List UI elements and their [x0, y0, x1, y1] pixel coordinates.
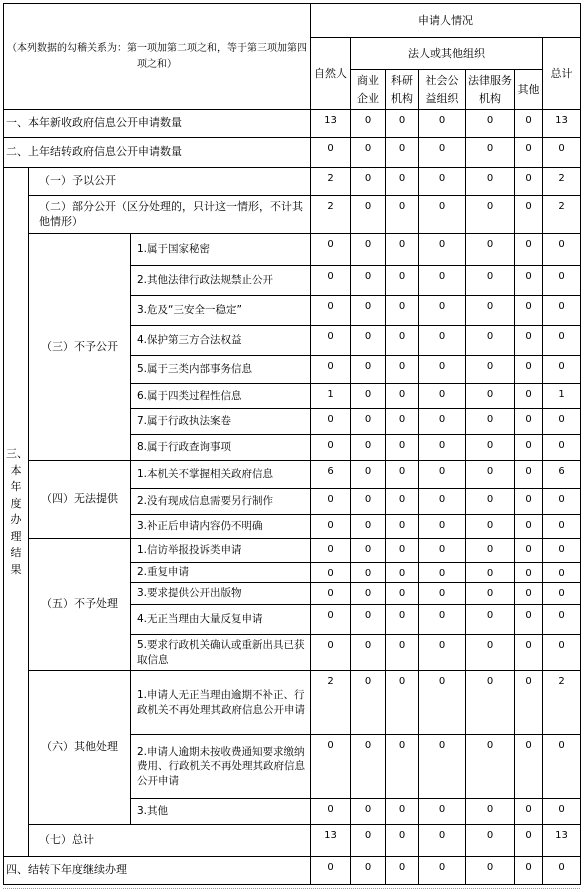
value-cell: 0 — [466, 735, 515, 799]
value-cell: 0 — [419, 799, 466, 825]
value-cell: 13 — [311, 110, 351, 138]
value-cell: 0 — [466, 635, 515, 671]
value-cell: 2 — [543, 168, 581, 196]
value-cell: 0 — [386, 409, 419, 435]
value-cell: 0 — [543, 563, 581, 583]
value-cell: 0 — [543, 138, 581, 168]
value-cell: 0 — [543, 326, 581, 356]
value-cell: 0 — [386, 296, 419, 326]
value-cell: 0 — [466, 326, 515, 356]
row-sublabel: 5.属于三类内部事务信息 — [131, 356, 311, 384]
info-disclosure-table — [3, 3, 581, 885]
value-cell: 0 — [515, 326, 543, 356]
value-cell: 2 — [311, 671, 351, 735]
row-label: （一）予以公开 — [29, 168, 311, 196]
value-cell: 0 — [419, 384, 466, 409]
value-cell: 0 — [386, 435, 419, 461]
value-cell: 0 — [351, 266, 386, 296]
value-cell: 0 — [351, 356, 386, 384]
value-cell: 0 — [466, 138, 515, 168]
value-cell: 2 — [543, 196, 581, 234]
row-sublabel: 2.没有现成信息需要另行制作 — [131, 489, 311, 515]
other-header: 其他 — [515, 70, 543, 110]
value-cell: 0 — [543, 583, 581, 605]
value-cell: 0 — [515, 515, 543, 539]
row-sublabel: 1.本机关不掌握相关政府信息 — [131, 461, 311, 489]
value-cell: 0 — [419, 489, 466, 515]
value-cell: 0 — [419, 825, 466, 857]
value-cell: 0 — [419, 461, 466, 489]
applicant-header: 申请人情况 — [311, 4, 581, 38]
value-cell: 0 — [351, 384, 386, 409]
value-cell: 0 — [515, 539, 543, 563]
value-cell: 0 — [386, 196, 419, 234]
value-cell: 0 — [311, 409, 351, 435]
research-header: 科研机构 — [386, 70, 419, 110]
value-cell: 0 — [351, 735, 386, 799]
row-sublabel: 2.其他法律行政法规禁止公开 — [131, 266, 311, 296]
value-cell: 0 — [466, 196, 515, 234]
value-cell: 0 — [543, 635, 581, 671]
value-cell: 0 — [515, 825, 543, 857]
value-cell: 0 — [515, 489, 543, 515]
row-label: （二）部分公开（区分处理的，只计这一情形，不计其他情形） — [29, 196, 311, 234]
row-sublabel: 3.补正后申请内容仍不明确 — [131, 515, 311, 539]
value-cell: 0 — [515, 563, 543, 583]
value-cell: 0 — [351, 409, 386, 435]
value-cell: 0 — [386, 356, 419, 384]
value-cell: 0 — [515, 635, 543, 671]
value-cell: 0 — [386, 605, 419, 635]
table-note: （本列数据的勾稽关系为：第一项加第二项之和，等于第三项加第四项之和） — [4, 4, 311, 110]
value-cell: 0 — [543, 234, 581, 266]
value-cell: 0 — [515, 605, 543, 635]
value-cell: 0 — [466, 857, 515, 885]
value-cell: 0 — [351, 635, 386, 671]
row-sublabel: 1.申请人无正当理由逾期不补正、行政机关不再处理其政府信息公开申请 — [131, 671, 311, 735]
row-sublabel: 8.属于行政查询事项 — [131, 435, 311, 461]
value-cell: 0 — [311, 489, 351, 515]
value-cell: 0 — [543, 735, 581, 799]
social-header: 社会公益组织 — [419, 70, 466, 110]
value-cell: 0 — [515, 168, 543, 196]
value-cell: 6 — [543, 461, 581, 489]
value-cell: 0 — [311, 138, 351, 168]
value-cell: 0 — [351, 671, 386, 735]
value-cell: 0 — [466, 539, 515, 563]
value-cell: 1 — [311, 384, 351, 409]
value-cell: 0 — [386, 326, 419, 356]
value-cell: 0 — [386, 735, 419, 799]
value-cell: 0 — [351, 583, 386, 605]
value-cell: 0 — [311, 266, 351, 296]
value-cell: 0 — [466, 605, 515, 635]
other-handling-group: （六）其他处理 — [29, 671, 131, 825]
value-cell: 0 — [419, 138, 466, 168]
row-sublabel: 1.信访举报投诉类申请 — [131, 539, 311, 563]
value-cell: 0 — [419, 605, 466, 635]
value-cell: 0 — [419, 110, 466, 138]
table-row — [4, 539, 581, 563]
value-cell: 0 — [419, 857, 466, 885]
value-cell: 0 — [466, 356, 515, 384]
value-cell: 2 — [311, 168, 351, 196]
value-cell: 0 — [515, 384, 543, 409]
value-cell: 0 — [515, 356, 543, 384]
value-cell: 0 — [386, 168, 419, 196]
value-cell: 0 — [466, 168, 515, 196]
section3-label: 三、本年度办理结果 — [4, 168, 29, 857]
value-cell: 0 — [466, 671, 515, 735]
value-cell: 0 — [419, 735, 466, 799]
value-cell: 0 — [419, 356, 466, 384]
value-cell: 6 — [311, 461, 351, 489]
row-sublabel: 3.其他 — [131, 799, 311, 825]
value-cell: 0 — [386, 110, 419, 138]
value-cell: 0 — [419, 168, 466, 196]
value-cell: 0 — [466, 563, 515, 583]
value-cell: 0 — [543, 799, 581, 825]
value-cell: 0 — [466, 234, 515, 266]
noprocess-group: （五）不予处理 — [29, 539, 131, 671]
withhold-group: （三）不予公开 — [29, 234, 131, 461]
value-cell: 0 — [419, 583, 466, 605]
value-cell: 0 — [515, 799, 543, 825]
value-cell: 0 — [351, 799, 386, 825]
value-cell: 0 — [466, 515, 515, 539]
natural-person-header: 自然人 — [311, 38, 351, 110]
value-cell: 0 — [351, 138, 386, 168]
value-cell: 0 — [515, 138, 543, 168]
value-cell: 0 — [466, 583, 515, 605]
value-cell: 13 — [543, 110, 581, 138]
value-cell: 0 — [466, 799, 515, 825]
value-cell: 0 — [543, 266, 581, 296]
value-cell: 0 — [311, 563, 351, 583]
value-cell: 0 — [515, 435, 543, 461]
value-cell: 0 — [386, 266, 419, 296]
value-cell: 0 — [419, 266, 466, 296]
table-row — [4, 110, 581, 138]
value-cell: 0 — [515, 735, 543, 799]
value-cell: 0 — [311, 635, 351, 671]
value-cell: 0 — [386, 563, 419, 583]
table-row — [4, 857, 581, 885]
value-cell: 0 — [351, 857, 386, 885]
value-cell: 0 — [419, 409, 466, 435]
value-cell: 0 — [386, 384, 419, 409]
value-cell: 0 — [419, 563, 466, 583]
row-label: 二、上年结转政府信息公开申请数量 — [4, 138, 311, 168]
value-cell: 0 — [351, 234, 386, 266]
value-cell: 0 — [543, 409, 581, 435]
table-row — [4, 168, 581, 196]
row-label: （七）总计 — [29, 825, 311, 857]
value-cell: 0 — [515, 583, 543, 605]
value-cell: 0 — [419, 296, 466, 326]
value-cell: 0 — [386, 825, 419, 857]
value-cell: 0 — [515, 266, 543, 296]
value-cell: 0 — [351, 168, 386, 196]
value-cell: 0 — [386, 635, 419, 671]
value-cell: 0 — [386, 138, 419, 168]
value-cell: 0 — [351, 326, 386, 356]
value-cell: 0 — [311, 356, 351, 384]
value-cell: 0 — [351, 539, 386, 563]
value-cell: 0 — [466, 489, 515, 515]
table-row — [4, 138, 581, 168]
value-cell: 0 — [543, 515, 581, 539]
value-cell: 0 — [311, 296, 351, 326]
value-cell: 0 — [311, 515, 351, 539]
value-cell: 2 — [311, 196, 351, 234]
table-row — [4, 825, 581, 857]
value-cell: 0 — [419, 539, 466, 563]
row-label: 四、结转下年度继续办理 — [4, 857, 311, 885]
value-cell: 0 — [386, 539, 419, 563]
value-cell: 0 — [351, 605, 386, 635]
value-cell: 0 — [311, 234, 351, 266]
value-cell: 0 — [419, 515, 466, 539]
value-cell: 13 — [311, 825, 351, 857]
value-cell: 0 — [311, 583, 351, 605]
value-cell: 0 — [386, 857, 419, 885]
value-cell: 0 — [351, 825, 386, 857]
value-cell: 0 — [311, 735, 351, 799]
value-cell: 0 — [311, 435, 351, 461]
value-cell: 0 — [466, 384, 515, 409]
row-label: 一、本年新收政府信息公开申请数量 — [4, 110, 311, 138]
value-cell: 13 — [543, 825, 581, 857]
value-cell: 0 — [311, 857, 351, 885]
value-cell: 0 — [466, 110, 515, 138]
value-cell: 0 — [351, 296, 386, 326]
value-cell: 0 — [466, 435, 515, 461]
value-cell: 0 — [351, 461, 386, 489]
value-cell: 0 — [543, 489, 581, 515]
value-cell: 0 — [386, 799, 419, 825]
row-sublabel: 3.危及“三安全一稳定” — [131, 296, 311, 326]
value-cell: 0 — [386, 461, 419, 489]
row-sublabel: 4.保护第三方合法权益 — [131, 326, 311, 356]
value-cell: 0 — [515, 409, 543, 435]
value-cell: 0 — [543, 356, 581, 384]
legal-group-header: 法人或其他组织 — [351, 38, 543, 70]
value-cell: 0 — [386, 515, 419, 539]
value-cell: 0 — [543, 296, 581, 326]
value-cell: 0 — [515, 857, 543, 885]
value-cell: 0 — [419, 326, 466, 356]
business-header: 商业企业 — [351, 70, 386, 110]
value-cell: 0 — [351, 196, 386, 234]
row-sublabel: 5.要求行政机关确认或重新出具已获取信息 — [131, 635, 311, 671]
row-sublabel: 2.申请人逾期未按收费通知要求缴纳费用、行政机关不再处理其政府信息公开申请 — [131, 735, 311, 799]
value-cell: 0 — [515, 110, 543, 138]
row-sublabel: 2.重复申请 — [131, 563, 311, 583]
value-cell: 0 — [543, 857, 581, 885]
value-cell: 0 — [466, 296, 515, 326]
value-cell: 0 — [419, 671, 466, 735]
value-cell: 0 — [351, 435, 386, 461]
value-cell: 0 — [386, 583, 419, 605]
row-sublabel: 6.属于四类过程性信息 — [131, 384, 311, 409]
row-sublabel: 7.属于行政执法案卷 — [131, 409, 311, 435]
value-cell: 0 — [543, 605, 581, 635]
value-cell: 0 — [466, 266, 515, 296]
value-cell: 0 — [386, 489, 419, 515]
value-cell: 0 — [543, 435, 581, 461]
value-cell: 0 — [515, 461, 543, 489]
value-cell: 0 — [515, 296, 543, 326]
value-cell: 1 — [543, 384, 581, 409]
value-cell: 0 — [311, 605, 351, 635]
value-cell: 0 — [419, 196, 466, 234]
table-row — [4, 196, 581, 234]
value-cell: 2 — [543, 671, 581, 735]
value-cell: 0 — [543, 539, 581, 563]
value-cell: 0 — [351, 515, 386, 539]
value-cell: 0 — [419, 635, 466, 671]
row-sublabel: 1.属于国家秘密 — [131, 234, 311, 266]
total-header: 总计 — [543, 38, 581, 110]
value-cell: 0 — [386, 234, 419, 266]
value-cell: 0 — [351, 489, 386, 515]
value-cell: 0 — [466, 409, 515, 435]
table-row — [4, 461, 581, 489]
row-sublabel: 4.无正当理由大量反复申请 — [131, 605, 311, 635]
value-cell: 0 — [311, 326, 351, 356]
law-header: 法律服务机构 — [466, 70, 515, 110]
value-cell: 0 — [419, 435, 466, 461]
value-cell: 0 — [515, 671, 543, 735]
value-cell: 0 — [419, 234, 466, 266]
value-cell: 0 — [311, 539, 351, 563]
value-cell: 0 — [515, 196, 543, 234]
value-cell: 0 — [386, 671, 419, 735]
table-row — [4, 671, 581, 735]
unable-group: （四）无法提供 — [29, 461, 131, 539]
value-cell: 0 — [311, 799, 351, 825]
table-row — [4, 234, 581, 266]
row-sublabel: 3.要求提供公开出版物 — [131, 583, 311, 605]
value-cell: 0 — [351, 110, 386, 138]
value-cell: 0 — [515, 234, 543, 266]
value-cell: 0 — [466, 461, 515, 489]
bottom-dotted-rule — [3, 888, 580, 889]
value-cell: 0 — [466, 825, 515, 857]
value-cell: 0 — [351, 563, 386, 583]
